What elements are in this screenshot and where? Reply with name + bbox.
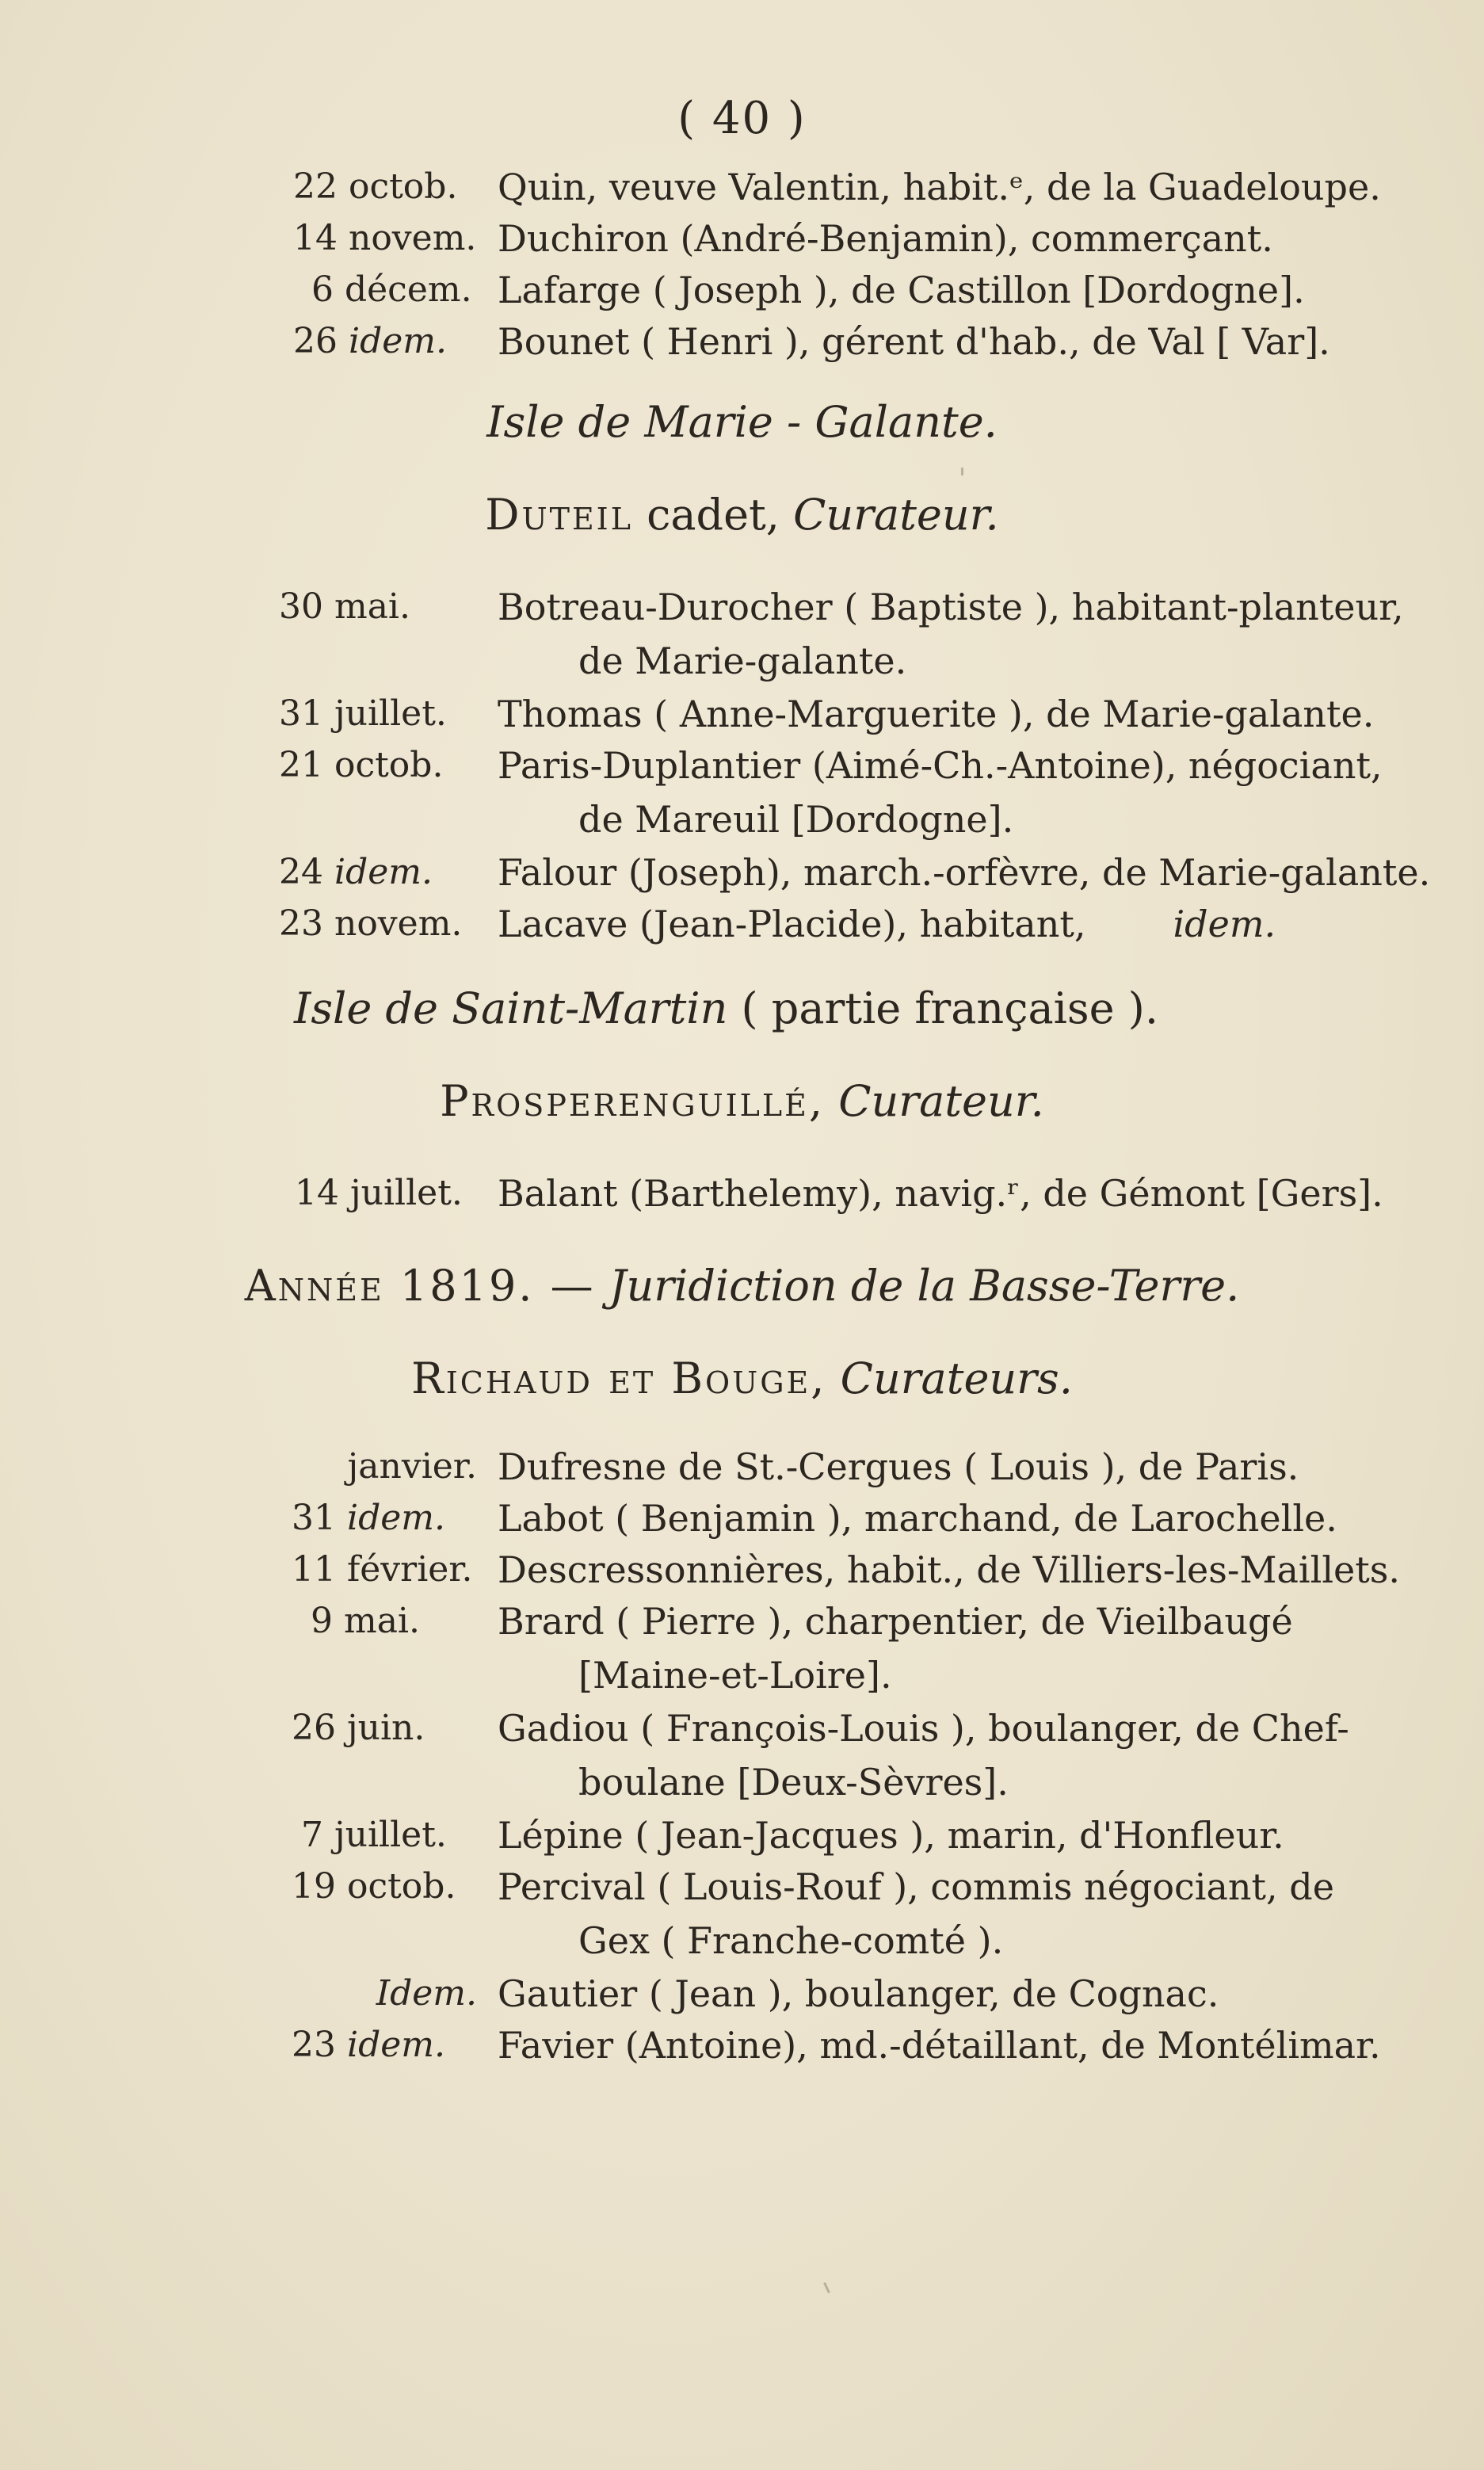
entry-text: Duchiron (André-Benjamin), commerçant. <box>498 217 1273 260</box>
list-item <box>0 265 1484 321</box>
year-heading <box>0 1258 1484 1314</box>
list-item <box>0 1597 1484 1697</box>
entry-text-main: Lacave (Jean-Placide), habitant, <box>498 903 1086 945</box>
entry-text: Gautier ( Jean ), boulanger, de Cognac. <box>498 1972 1219 2015</box>
entry-date: 14 juillet. <box>295 1173 463 1213</box>
entry-date-day: 31 <box>292 1498 336 1538</box>
entry-date: 9 mai. <box>311 1601 420 1641</box>
section-title-saint-martin <box>0 981 1468 1036</box>
curator-line-marie-galante <box>0 487 1484 543</box>
section-title-marie-galante: Isle de Marie - Galante. <box>486 397 998 447</box>
entry-date: janvier. <box>347 1446 477 1487</box>
entry-date: 6 décem. <box>311 269 472 310</box>
entry-date: 22 octob. <box>293 166 458 207</box>
curator-line-saint-martin <box>0 1074 1484 1129</box>
entry-date <box>293 317 483 366</box>
entry-idem: idem. <box>1173 903 1276 945</box>
list-item <box>0 1169 1484 1224</box>
entry-text: Falour (Joseph), march.-orfèvre, de Marie-galante. <box>498 851 1431 894</box>
list-item <box>0 214 1484 269</box>
list-item <box>0 1969 1484 2025</box>
entry-text <box>498 899 1393 949</box>
entry-date-day: 26 <box>293 321 338 361</box>
entry-text: Paris-Duplantier (Aimé-Ch.-Antoine), négociant, <box>498 744 1383 787</box>
jurisdiction-title: Juridiction de la Basse-Terre. <box>608 1261 1240 1311</box>
curator-role: Curateur. <box>838 1076 1044 1126</box>
entry-date: 19 octob. <box>292 1866 456 1907</box>
section-title-saint-martin-rest: ( partie française ). <box>741 983 1158 1033</box>
curator-names: Richaud et Bouge, <box>411 1353 827 1403</box>
entry-text: Percival ( Louis-Rouf ), commis négociant, de <box>498 1865 1334 1908</box>
entry-continuation: Gex ( Franche-comté ). <box>578 1919 1004 1962</box>
entry-text: Brard ( Pierre ), charpentier, de Vieilbaugé <box>498 1600 1293 1643</box>
list-item <box>0 162 1484 218</box>
list-item <box>0 1545 1484 1601</box>
entry-date-day: 23 <box>292 2025 336 2065</box>
entry-continuation: [Maine-et-Loire]. <box>578 1654 892 1697</box>
entry-date: 26 juin. <box>292 1708 425 1748</box>
entry-date <box>292 2021 482 2070</box>
list-item <box>0 1811 1484 1866</box>
list-item <box>0 1442 1484 1498</box>
section-title-saint-martin-italic: Isle de Saint-Martin <box>294 983 728 1033</box>
entry-text: Labot ( Benjamin ), marchand, de Larochelle. <box>498 1497 1337 1540</box>
entry-text: Botreau-Durocher ( Baptiste ), habitant-planteur, <box>498 586 1404 628</box>
entry-date-idem: idem. <box>347 2025 445 2065</box>
entry-text: Dufresne de St.-Cergues ( Louis ), de Paris. <box>498 1445 1299 1488</box>
entry-date: 30 mai. <box>279 586 410 627</box>
list-item <box>0 1704 1484 1804</box>
entry-text: Lafarge ( Joseph ), de Castillon [Dordogne]. <box>498 269 1305 311</box>
paper-speck <box>823 2282 830 2293</box>
entry-date-idem: idem. <box>349 321 447 361</box>
entry-date <box>292 1494 482 1543</box>
list-item <box>0 899 1484 955</box>
curator-name: Duteil <box>485 490 633 540</box>
entry-text: Balant (Barthelemy), navig.ʳ, de Gémont [Gers]. <box>498 1172 1383 1215</box>
entry-date-idem: idem. <box>347 1498 445 1538</box>
entry-date: 31 juillet. <box>279 693 447 734</box>
curator-name: Prosperenguillé, <box>440 1076 826 1126</box>
curator-rest: cadet, <box>647 490 780 540</box>
year-label: Année 1819. — <box>244 1261 596 1311</box>
list-item <box>0 582 1484 682</box>
entry-date: 14 novem. <box>293 218 477 258</box>
curator-role: Curateur. <box>793 490 999 540</box>
list-item <box>0 317 1484 372</box>
entry-text: Descressonnières, habit., de Villiers-les-Maillets. <box>498 1548 1400 1591</box>
entry-continuation: de Mareuil [Dordogne]. <box>578 798 1014 841</box>
entry-continuation: de Marie-galante. <box>578 639 907 682</box>
entry-text: Favier (Antoine), md.-détaillant, de Montélimar. <box>498 2024 1381 2067</box>
entry-text: Gadiou ( François-Louis ), boulanger, de Chef- <box>498 1707 1349 1750</box>
entry-continuation: boulane [Deux-Sèvres]. <box>578 1761 1009 1804</box>
entry-date: Idem. <box>376 1973 477 2014</box>
entry-date-day: 24 <box>279 852 323 892</box>
page-number: ( 40 ) <box>677 93 807 144</box>
list-item <box>0 848 1484 903</box>
list-item <box>0 1494 1484 1549</box>
entry-date-idem: idem. <box>334 852 433 892</box>
list-item <box>0 2021 1484 2076</box>
entry-text: Lépine ( Jean-Jacques ), marin, d'Honfleur. <box>498 1814 1284 1857</box>
entry-text: Bounet ( Henri ), gérent d'hab., de Val [ Var]. <box>498 320 1330 363</box>
paper-speck <box>961 468 963 475</box>
entry-date: 21 octob. <box>279 745 444 785</box>
entry-text: Thomas ( Anne-Marguerite ), de Marie-galante. <box>498 693 1375 735</box>
curator-line-1819 <box>0 1351 1484 1407</box>
list-item <box>0 741 1484 841</box>
list-item <box>0 1862 1484 1962</box>
entry-text: Quin, veuve Valentin, habit.ᵉ, de la Guadeloupe. <box>498 166 1381 208</box>
entry-date: 23 novem. <box>279 903 463 944</box>
entry-date <box>279 848 469 897</box>
curator-role: Curateurs. <box>840 1353 1073 1403</box>
entry-date: 7 juillet. <box>301 1815 447 1855</box>
list-item <box>0 689 1484 745</box>
entry-date: 11 février. <box>292 1549 473 1590</box>
